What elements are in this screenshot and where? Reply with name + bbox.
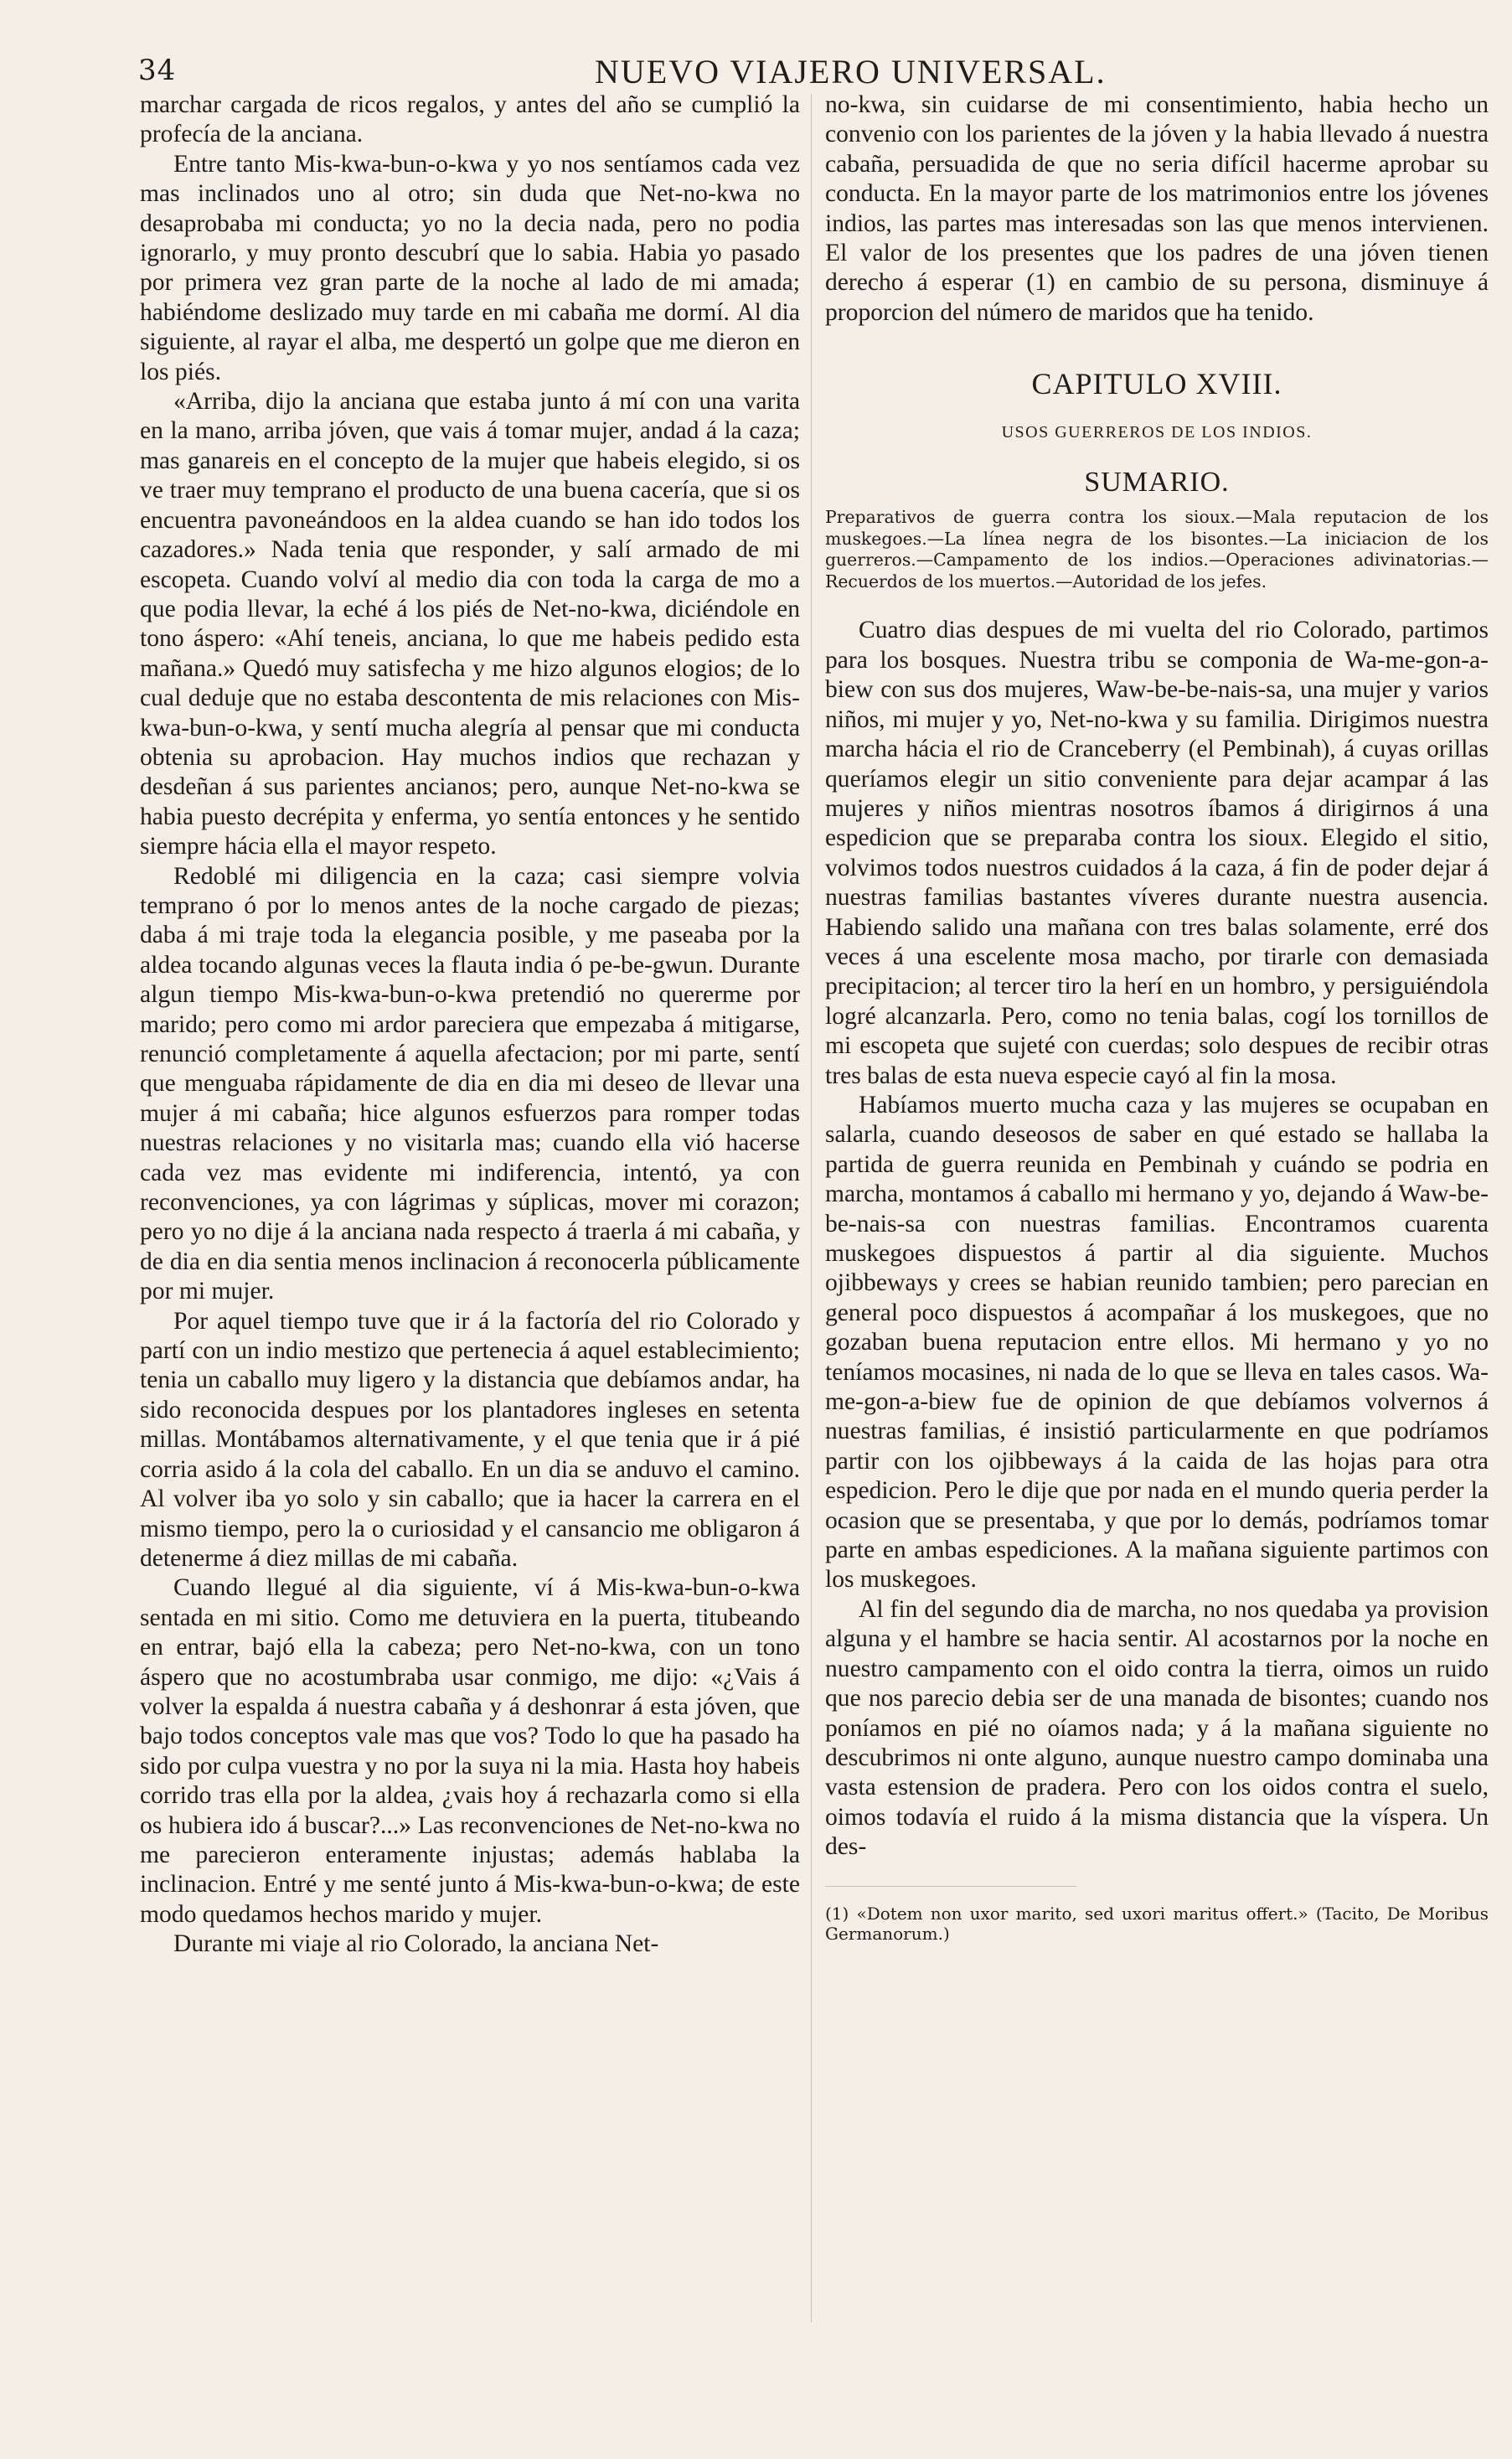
summary-heading: SUMARIO. bbox=[1084, 467, 1230, 499]
paragraph: Durante mi viaje al rio Colorado, la anciana Net- bbox=[173, 1930, 659, 1958]
paragraph: Redoblé mi diligencia en la caza; casi siempre volvia temprano ó por lo menos antes de la noche cargado de piezas; daba á mi traje toda la elegancia posible, y me paseaba por la aldea tocando algunas veces la flauta india ó pe-be-gwun. Durante algun tiempo Mis-kwa-bun-o-kwa pretendió no quererme por marido; pero como mi ardor pareciera que empezaba á mitigarse, renunció completamente á aquella afectacion; por mi parte, sentí que menguaba rápidamente de dia en dia mi deseo de llevar una mujer á mi cabaña; hice algunos esfuerzos para romper todas nuestras relaciones y no visitarla mas; cuando ella vió hacerse cada vez mas evidente mi indiferencia, intentó, ya con reconvenciones, ya con lágrimas y súplicas, mover mi corazon; pero yo no dije á la anciana nada respecto á traerla á mi cabaña, y de dia en dia sentia menos inclinacion á reconocerla públicamente por mi mujer. bbox=[140, 862, 800, 1305]
chapter-subtitle: USOS GUERREROS DE LOS INDIOS. bbox=[1001, 422, 1313, 442]
paragraph: Cuatro dias despues de mi vuelta del rio Colorado, partimos para los bosques. Nuestra tribu se componia de Wa-me-gon-a-biew con sus dos mujeres, Waw-be-be-nais-sa, una mujer y varios niños, mi mujer y yo, Net-no-kwa y su familia. Dirigimos nuestra marcha hácia el rio de Cranceberry (el Pembinah), á cuyas orillas queríamos elegir un sitio conveniente para dejar acampar á las mujeres y niños mientras nosotros íbamos á dirigirnos á una espedicion que se preparaba contra los sioux. Elegido el sitio, volvimos todos nuestros cuidados á la caza, á fin de poder dejar á nuestras familias bastantes víveres durante nuestra ausencia. Habiendo salido una mañana con tres balas solamente, erré dos veces á una escelente mosa macho, por tirarle con demasiada precipitacion; al tercer tiro la herí en un hombro, y persiguiéndola logré alcanzarla. Pero, como no tenia balas, cogí los tornillos de mi escopeta que sujeté con cuerdas; solo despues de recibir otras tres balas de esta nueva especie cayó al fin la mosa. bbox=[825, 617, 1489, 1089]
paragraph: Cuando llegué al dia siguiente, ví á Mis-kwa-bun-o-kwa sentada en mi sitio. Como me detuviera en la puerta, titubeando en entrar, bajó ella la cabeza; pero Net-no-kwa, con un tono áspero que no acostumbraba usar conmigo, me dijo: «¿Vais á volver la espalda á nuestra cabaña y á deshonrar á esta jóven, que bajo todos conceptos vale mas que vos? Todo lo que ha pasado ha sido por culpa vuestra y no por la suya ni la mia. Hasta hoy habeis corrido tras ella por la aldea, ¿vais hoy á rechazarla como si ella os hubiera ido á buscar?...» Las reconvenciones de Net-no-kwa no me parecieron enteramente injustas; además hablaba la inclinacion. Entré y me senté junto á Mis-kwa-bun-o-kwa; de este modo quedamos hechos marido y mujer. bbox=[140, 1574, 800, 1928]
running-title: NUEVO VIAJERO UNIVERSAL. bbox=[595, 53, 1107, 90]
paragraph: no-kwa, sin cuidarse de mi consentimiento, habia hecho un convenio con los parientes de la jóven y la habia llevado á nuestra cabaña, persuadida de que no seria difícil hacerme aprobar su conducta. En la mayor parte de los matrimonios entre los jóvenes indios, las partes mas interesadas son las que menos intervienen. El valor de los presentes que los padres de una jóven tienen derecho á esperar (1) en cambio de su persona, disminuye á proporcion del número de maridos que ha tenido. bbox=[825, 91, 1489, 326]
right-column bbox=[825, 90, 1489, 1960]
left-column bbox=[140, 90, 800, 1960]
footnote-rule bbox=[825, 1886, 1076, 1887]
summary-text: Preparativos de guerra contra los sioux.—Mala reputacion de los muskegoes.—La línea negra de los bisontes.—La iniciacion de los guerreros.—Campamento de los indios.—Operaciones adivinatorias.—Recuerdos de los muertos.—Autoridad de los jefes. bbox=[825, 507, 1489, 592]
page-number: 34 bbox=[138, 54, 177, 87]
paragraph: Por aquel tiempo tuve que ir á la factoría del rio Colorado y partí con un indio mestizo que pertenecia á aquel establecimiento; tenia un caballo muy ligero y la distancia que debíamos andar, ha sido reconocida despues por los plantadores ingleses en setenta millas. Montábamos alternativamente, y el que tenia que ir á pié corria asido á la cola del caballo. En un dia se anduvo el camino. Al volver iba yo solo y sin caballo; que ia hacer la carrera en el mismo tiempo, pero la o curiosidad y el cansancio me obligaron á detenerme á diez millas de mi cabaña. bbox=[140, 1307, 800, 1572]
paragraph: marchar cargada de ricos regalos, y antes del año se cumplió la profecía de la anciana. bbox=[140, 91, 800, 148]
paragraph: Habíamos muerto mucha caza y las mujeres se ocupaban en salarla, cuando deseosos de saber en qué estado se hallaba la partida de guerra reunida en Pembinah y cuándo se podria en marcha, montamos á caballo mi hermano y yo, dejando á Waw-be-be-nais-sa con nuestras familias. Encontramos cuarenta muskegoes dispuestos á partir al dia siguiente. Muchos ojibbeways y crees se habian reunido tambien; pero parecian en general poco dispuestos á acompañar á los muskegoes, que no gozaban buena reputacion entre ellos. Mi hermano y yo no teníamos mocasines, ni nada de lo que se lleva en tales casos. Wa-me-gon-a-biew fue de opinion de que debíamos volvernos á nuestras familias, é insistió particularmente en que podríamos partir con los ojibbeways á la caida de las hojas para otra espedicion. Pero le dije que por nada en el mundo queria perder la ocasion que se presentaba, y que por lo demás, podríamos tomar parte en ambas espediciones. A la mañana siguiente partimos con los muskegoes. bbox=[825, 1091, 1489, 1594]
chapter-title: CAPITULO XVIII. bbox=[1031, 367, 1282, 401]
paragraph: Entre tanto Mis-kwa-bun-o-kwa y yo nos sentíamos cada vez mas inclinados uno al otro; sin duda que Net-no-kwa no desaprobaba mi conducta; yo no la decia nada, pero no podia ignorarlo, y muy pronto descubrí que lo sabia. Habia yo pasado por primera vez gran parte de la noche al lado de mi amada; habiéndome deslizado muy tarde en mi cabaña me dormí. Al dia siguiente, al rayar el alba, me despertó un golpe que me dieron en los piés. bbox=[140, 150, 800, 385]
paragraph: «Arriba, dijo la anciana que estaba junto á mí con una varita en la mano, arriba jóven, que vais á tomar mujer, andad á la caza; mas ganareis en el concepto de la mujer que habeis elegido, si os ve traer muy temprano el producto de una buena cacería, que si os encuentra pavoneándoos en la aldea cuando se han ido todos los cazadores.» Nada tenia que responder, y salí armado de mi escopeta. Cuando volví al medio dia con toda la carga de mo a que podia llevar, la eché á los piés de Net-no-kwa, diciéndole en tono áspero: «Ahí teneis, anciana, lo que me habeis pedido esta mañana.» Quedó muy satisfecha y me hizo algunos elogios; de lo cual deduje que no estaba descontenta de mis relaciones con Mis-kwa-bun-o-kwa, y sentí mucha alegría al pensar que mi conducta obtenia su aprobacion. Hay muchos indios que rechazan y desdeñan á sus parientes ancianos; pero, aunque Net-no-kwa se habia puesto decrépita y enferma, yo sentía entonces y he sentido siempre hácia ella el mayor respeto. bbox=[140, 388, 800, 860]
column-rule bbox=[811, 94, 812, 2322]
paragraph: Al fin del segundo dia de marcha, no nos quedaba ya provision alguna y el hambre se hacia sentir. Al acostarnos por la noche en nuestro campamento con el oido contra la tierra, oimos un ruido que nos parecio debia ser de una manada de bisontes; cuando nos poníamos en pié no oíamos nada; y á la mañana siguiente no descubrimos ni onte alguno, aunque nuestro campo dominaba una vasta estension de pradera. Pero con los oidos contra el suelo, oimos todavía el ruido á la misma distancia que la víspera. Un des- bbox=[825, 1595, 1489, 1861]
footnote: (1) «Dotem non uxor marito, sed uxori maritus offert.» (Tacito, De Moribus Germanorum.) bbox=[825, 1903, 1489, 1944]
